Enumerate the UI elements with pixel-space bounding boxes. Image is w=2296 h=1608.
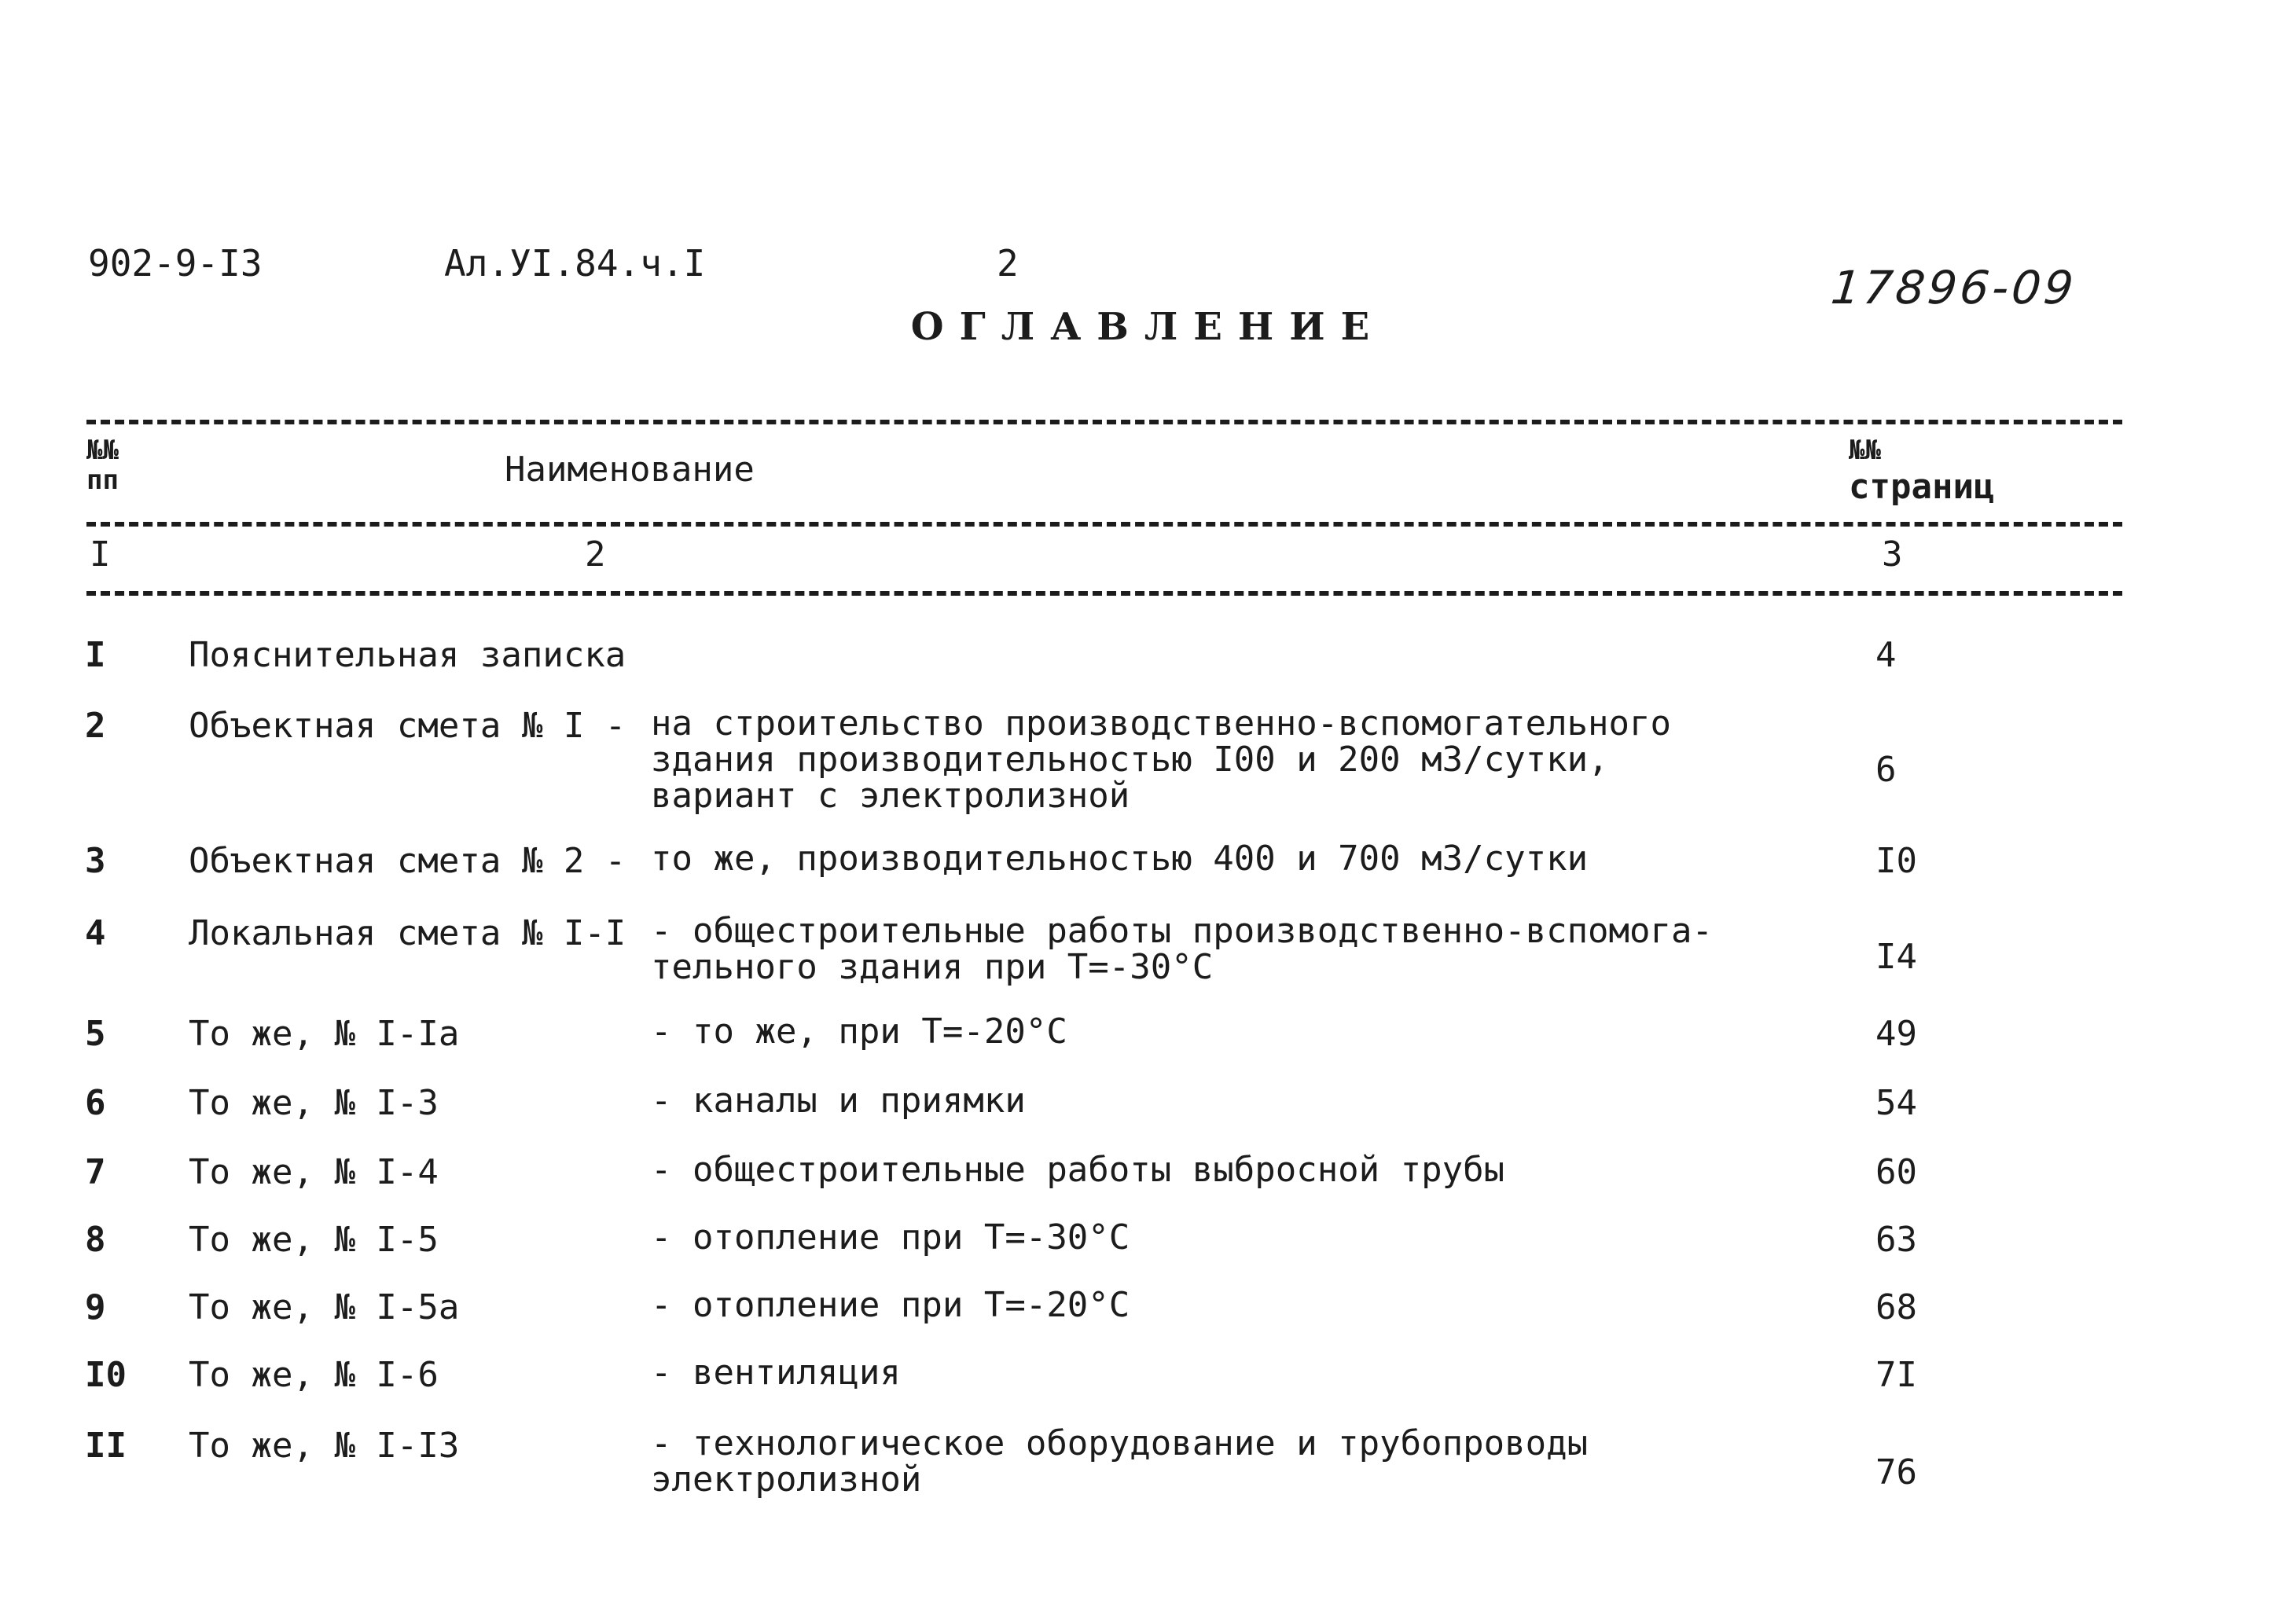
row-estimate-name: То же, № I-5а: [189, 1287, 460, 1327]
row-number: 9: [85, 1287, 106, 1327]
row-page-number: 4: [1875, 635, 1897, 675]
row-description-line: - вентиляция: [651, 1353, 901, 1393]
row-description-line: здания производительностью I00 и 200 м3/сутки,: [651, 740, 1609, 780]
page-number: 2: [997, 242, 1019, 285]
row-estimate-name: То же, № I-Iа: [189, 1014, 460, 1054]
row-page-number: I4: [1875, 937, 1917, 977]
row-number: 4: [85, 913, 106, 953]
col-index-3: 3: [1882, 534, 1903, 575]
row-description-line: тельного здания при T=-30°C: [651, 947, 1214, 987]
row-estimate-name: То же, № I-I3: [189, 1426, 460, 1466]
row-number: I: [85, 635, 106, 675]
row-description-line: вариант с электролизной: [651, 776, 1130, 816]
row-page-number: 49: [1875, 1014, 1917, 1054]
row-estimate-name: То же, № I-6: [189, 1355, 439, 1395]
row-description-line: - отопление при T=-20°C: [651, 1285, 1130, 1325]
row-description: [651, 1152, 1504, 1188]
page-title: ОГЛАВЛЕНИЕ: [910, 305, 1386, 349]
row-description: [651, 703, 1672, 816]
row-page-number: 7I: [1875, 1355, 1917, 1395]
col-pages-line2: страниц: [1849, 467, 1995, 507]
album-code: Ал.УI.84.ч.I: [444, 242, 706, 285]
row-estimate-name: Объектная смета № I -: [189, 706, 626, 746]
row-estimate-name: Пояснительная записка: [189, 635, 626, 675]
row-description: [651, 1355, 901, 1391]
row-page-number: 60: [1875, 1152, 1917, 1192]
row-description-line: то же, производительностью 400 и 700 м3/сутки: [651, 839, 1589, 879]
row-description-line: - каналы и приямки: [651, 1081, 1026, 1121]
row-page-number: 6: [1875, 750, 1897, 790]
header-divider: [86, 522, 2122, 527]
row-page-number: 63: [1875, 1220, 1917, 1260]
handwritten-stamp-number: 17896-09: [1828, 261, 2079, 314]
row-description: [651, 1423, 1589, 1500]
row-number: 8: [85, 1220, 106, 1260]
row-number: 2: [85, 706, 106, 746]
row-description: [651, 1011, 1067, 1052]
row-description-line: - общестроительные работы производственно-вспомога-: [651, 911, 1714, 951]
row-description-line: на строительство производственно-вспомогательного: [651, 703, 1672, 743]
col-num-line1: №№: [86, 435, 119, 466]
row-estimate-name: Объектная смета № 2 -: [189, 841, 626, 881]
row-number: II: [85, 1426, 127, 1466]
col-pages-line1: №№: [1849, 435, 1881, 466]
row-description: [651, 1287, 1130, 1323]
col-index-1: I: [90, 534, 111, 575]
row-page-number: 76: [1875, 1452, 1917, 1492]
document-code: 902-9-I3: [88, 242, 263, 285]
row-estimate-name: То же, № I-4: [189, 1152, 439, 1192]
row-description: [651, 1217, 1130, 1257]
row-number: 3: [85, 841, 106, 881]
row-page-number: I0: [1875, 841, 1917, 881]
row-estimate-name: Локальная смета № I-I: [189, 913, 626, 953]
row-page-number: 54: [1875, 1083, 1917, 1123]
row-estimate-name: То же, № I-3: [189, 1083, 439, 1123]
row-number: 6: [85, 1083, 106, 1123]
col-name-header: Наименование: [505, 450, 755, 490]
row-description: [651, 841, 1588, 877]
row-page-number: 68: [1875, 1287, 1917, 1327]
col-num-line2: пп: [86, 464, 119, 496]
row-description-line: - отопление при T=-30°C: [651, 1217, 1130, 1257]
table-top-divider: [86, 420, 2122, 424]
row-estimate-name: То же, № I-5: [189, 1220, 439, 1260]
row-description-line: - то же, при T=-20°C: [651, 1011, 1067, 1052]
row-number: 5: [85, 1014, 106, 1054]
col-index-2: 2: [585, 534, 606, 575]
row-description: [651, 913, 1713, 986]
row-description: [651, 1083, 1026, 1119]
row-description-line: - общестроительные работы выбросной трубы: [651, 1150, 1505, 1190]
row-number: 7: [85, 1152, 106, 1192]
row-description-line: - технологическое оборудование и трубопроводы: [651, 1423, 1589, 1463]
row-description-line: электролизной: [651, 1459, 922, 1500]
index-divider: [86, 591, 2122, 596]
row-number: I0: [85, 1355, 127, 1395]
